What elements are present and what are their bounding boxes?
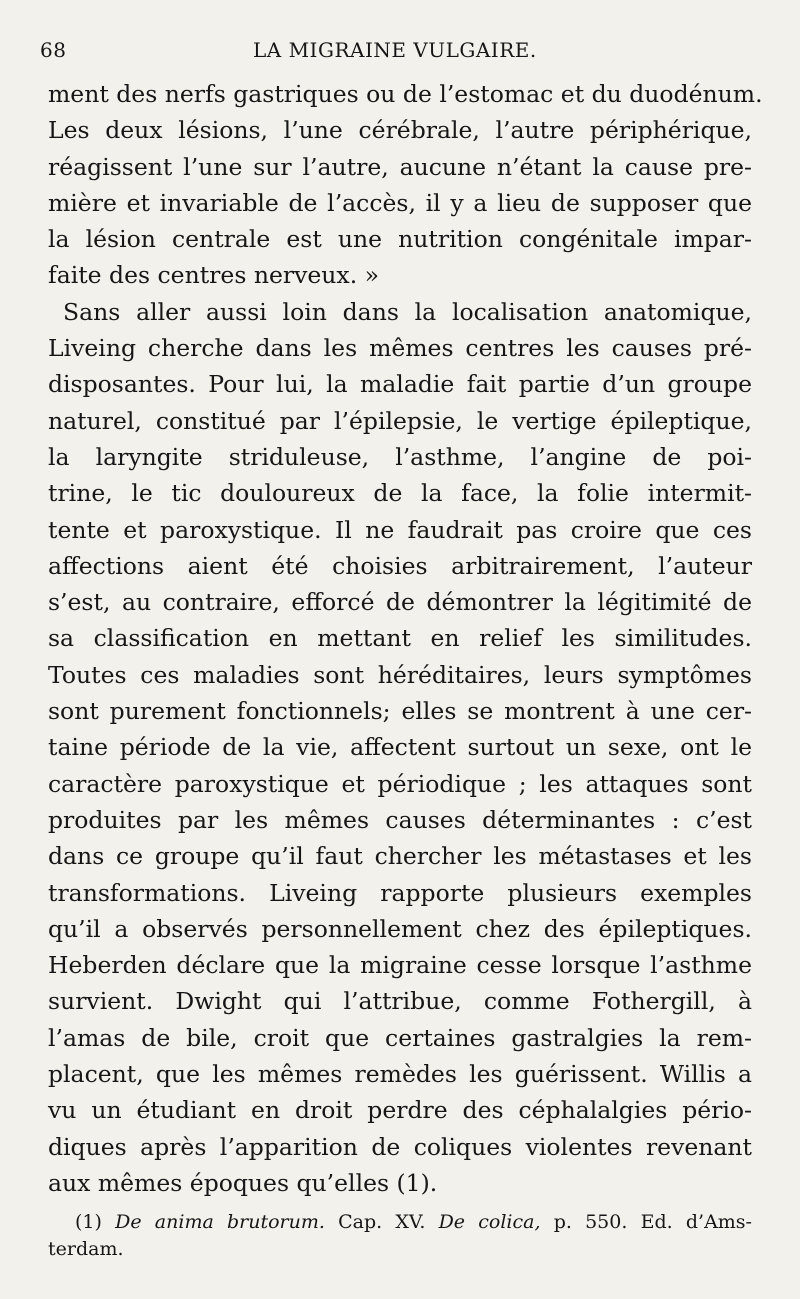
text-line: caractère paroxystique et périodique ; les attaques sont: [48, 769, 752, 798]
text-line: s’est, au contraire, efforcé de démontrer la légitimité de: [48, 588, 752, 617]
text-line: affections aient été choisies arbitrairement, l’auteur: [48, 551, 752, 580]
footnote-edition: p. 550. Ed. d’Ams-: [553, 1211, 752, 1233]
footnote-marker: (1): [75, 1211, 102, 1233]
text-line: faite des centres nerveux. »: [48, 261, 380, 290]
footnote-work-title: De anima brutorum.: [115, 1211, 325, 1233]
text-line: tente et paroxystique. Il ne faudrait pas croire que ces: [48, 515, 752, 544]
text-line: sa classification en mettant en relief les similitudes.: [48, 624, 752, 653]
text-line: la laryngite striduleuse, l’asthme, l’angine de poi-: [48, 442, 752, 471]
page-number: 68: [40, 38, 67, 62]
text-line: naturel, constitué par l’épilepsie, le vertige épileptique,: [48, 406, 752, 435]
text-line: placent, que les mêmes remèdes les guérissent. Willis a: [48, 1060, 752, 1089]
text-line: ment des nerfs gastriques ou de l’estomac et du duodénum.: [48, 80, 763, 108]
text-line: survient. Dwight qui l’attribue, comme Fothergill, à: [48, 987, 752, 1016]
footnote-line: terdam.: [48, 1238, 124, 1260]
text-line: la lésion centrale est une nutrition congénitale impar-: [48, 225, 752, 254]
text-line: diques après l’apparition de coliques violentes revenant: [48, 1132, 752, 1161]
text-line: sont purement fonctionnels; elles se montrent à une cer-: [48, 697, 752, 726]
text-line: produites par les mêmes causes déterminantes : c’est: [48, 805, 752, 834]
text-line: disposantes. Pour lui, la maladie fait partie d’un groupe: [48, 370, 752, 399]
text-line: taine période de la vie, affectent surtout un sexe, ont le: [48, 733, 752, 762]
text-line: aux mêmes époques qu’elles (1).: [48, 1168, 438, 1197]
text-line: Liveing cherche dans les mêmes centres les causes pré-: [48, 334, 752, 363]
text-line: dans ce groupe qu’il faut chercher les métastases et les: [48, 842, 752, 871]
page-header: [40, 38, 760, 68]
text-line: transformations. Liveing rapporte plusieurs exemples: [48, 878, 752, 907]
text-line: trine, le tic douloureux de la face, la folie intermit-: [48, 479, 752, 508]
body-text: [48, 76, 763, 1201]
text-line: réagissent l’une sur l’autre, aucune n’étant la cause pre-: [48, 152, 752, 181]
text-line: vu un étudiant en droit perdre des céphalalgies pério-: [48, 1096, 752, 1125]
text-line: l’amas de bile, croit que certaines gastralgies la rem-: [48, 1023, 752, 1052]
text-line: Heberden déclare que la migraine cesse lorsque l’asthme: [48, 951, 752, 980]
text-line: mière et invariable de l’accès, il y a lieu de supposer que: [48, 188, 752, 217]
text-line: Toutes ces maladies sont héréditaires, leurs symptômes: [48, 660, 752, 689]
footnote-chapter: Cap. XV.: [338, 1211, 426, 1233]
text-line: qu’il a observés personnellement chez des épileptiques.: [48, 914, 752, 943]
footnote-line: [48, 1209, 752, 1236]
running-title: LA MIGRAINE VULGAIRE.: [253, 38, 537, 62]
text-line: Sans aller aussi loin dans la localisation anatomique,: [63, 297, 752, 326]
footnote-section: De colica,: [438, 1211, 541, 1233]
text-line: Les deux lésions, l’une cérébrale, l’autre périphérique,: [48, 116, 752, 145]
footnote: [48, 1209, 752, 1263]
